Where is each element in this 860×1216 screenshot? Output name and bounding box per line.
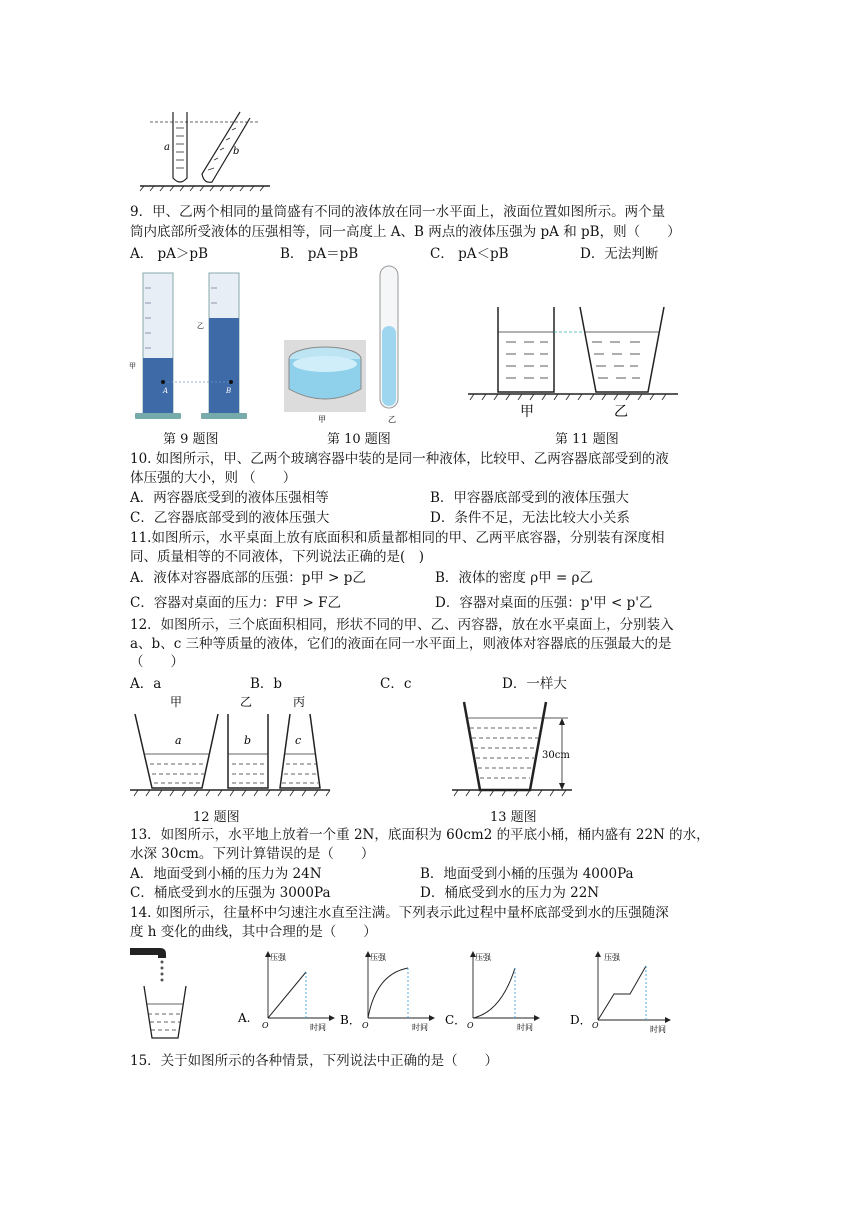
fig9-jia-label: 甲 (129, 362, 136, 370)
fig11-yi-label: 乙 (614, 404, 628, 420)
fig10-jia-label: 甲 (318, 415, 326, 424)
graph-b-ylabel: 压强 (370, 953, 386, 962)
fig10-containers (282, 264, 412, 424)
q12-stem-line2: a、b、c 三种等质量的液体，它们的液面在同一水平面上，则液体对容器底的压强最大的是 (130, 636, 672, 652)
liquid-a-label: a (175, 734, 182, 747)
fig9-caption: 第 9 题图 (163, 432, 219, 447)
q9-stem-line1: 9．甲、乙两个相同的量筒盛有不同的液体放在同一水平面上，液面位置如图所示。两个量 (130, 204, 666, 220)
q10-stem-line2: 体压强的大小，则 （ ） (130, 470, 297, 486)
graph-d-ylabel: 压强 (604, 953, 620, 962)
point-a-label: A (163, 387, 169, 395)
graph-c-letter: C． (445, 1013, 467, 1027)
q15-stem-line1: 15．关于如图所示的各种情景，下列说法中正确的是（ ） (130, 1053, 499, 1069)
graph-a-xlabel: 时间 (310, 1023, 326, 1032)
liquid-b-label: b (244, 734, 252, 747)
depth-label: 30cm (542, 750, 570, 761)
liquid-c-label: c (295, 734, 302, 747)
q10-stem-line1: 10. 如图所示，甲、乙两个玻璃容器中装的是同一种液体，比较甲、乙两容器底部受到的液 (130, 451, 669, 467)
graph-d-letter: D． (570, 1013, 592, 1027)
q13-option-c[interactable]: C．桶底受到水的压强为 3000Pa (130, 885, 331, 901)
q13-stem-line1: 13．如图所示，水平地上放着一个重 2N，底面积为 60cm2 的平底小桶，桶内盛有 22N 的水， (130, 827, 710, 843)
fig11-caption: 第 11 题图 (555, 432, 619, 447)
q14-stem-line1: 14. 如图所示，往量杯中匀速注水直至注满。下列表示此过程中量杯底部受到水的压强随深 (130, 905, 669, 921)
q12-option-b[interactable]: B．b (250, 676, 283, 692)
fig13-bucket (452, 698, 592, 800)
q11-option-a[interactable]: A．液体对容器底部的压强：p甲 > p乙 (130, 570, 366, 586)
q12-option-a[interactable]: A．a (130, 676, 162, 692)
fig12-yi-label: 乙 (240, 695, 253, 709)
fig12-caption: 12 题图 (193, 810, 240, 825)
graph-d-xlabel: 时间 (650, 1025, 666, 1034)
fig13-caption: 13 题图 (490, 810, 537, 825)
q10-option-c[interactable]: C．乙容器底部受到的液体压强大 (130, 510, 330, 526)
graph-a-ylabel: 压强 (270, 953, 286, 962)
q9-stem-line2: 筒内底部所受液体的压强相等，同一高度上 A、B 两点的液体压强为 pA 和 pB，则（ ） (130, 224, 681, 240)
q9-option-d[interactable]: D．无法判断 (580, 246, 659, 262)
graph-b[interactable] (338, 948, 438, 1033)
q12-stem-line1: 12．如图所示，三个底面积相同，形状不同的甲、乙、丙容器，放在水平桌面上，分别装入 (130, 617, 674, 633)
fig11-jia-label: 甲 (520, 404, 534, 420)
fig12-bing-label: 丙 (293, 695, 306, 709)
q10-option-a[interactable]: A．两容器底受到的液体压强相等 (130, 490, 329, 506)
graph-d[interactable] (568, 948, 678, 1033)
q12-stem-line3: （ ） (130, 654, 184, 670)
q11-option-d[interactable]: D．容器对桌面的压强：p'甲 < p'乙 (435, 595, 653, 611)
fig12-jia-label: 甲 (170, 695, 183, 709)
q9-option-a[interactable]: A． pA＞pB (130, 246, 208, 262)
q10-option-b[interactable]: B．甲容器底部受到的液体压强大 (430, 490, 629, 506)
q12-option-d[interactable]: D．一样大 (502, 676, 567, 692)
fig10-caption: 第 10 题图 (327, 432, 391, 447)
fig14-faucet-cup (130, 942, 210, 1042)
q11-stem-line2: 同、质量相等的不同液体，下列说法正确的是( ) (130, 549, 425, 565)
graph-a-origin: O (262, 1021, 269, 1030)
graph-a[interactable] (238, 948, 338, 1033)
tube-a-label: a (164, 142, 170, 153)
point-b-label: B (226, 387, 232, 395)
q9-option-b[interactable]: B． pA＝pB (280, 246, 359, 262)
graph-d-origin: O (592, 1021, 599, 1030)
fig9-cylinders (125, 268, 255, 423)
q14-stem-line2: 度 h 变化的曲线，其中合理的是（ ） (130, 924, 377, 940)
q11-option-c[interactable]: C．容器对桌面的压力：F甲 > F乙 (130, 595, 341, 611)
graph-c-origin: O (467, 1021, 474, 1030)
graph-c-xlabel: 时间 (517, 1023, 533, 1032)
q13-option-d[interactable]: D．桶底受到水的压力为 22N (420, 885, 600, 901)
tube-b-label: b (233, 146, 240, 157)
fig10-yi-label: 乙 (388, 415, 396, 424)
graph-b-letter: B． (340, 1013, 361, 1027)
tubes-figure (140, 112, 270, 192)
graph-b-origin: O (362, 1021, 369, 1030)
q13-option-b[interactable]: B．地面受到小桶的压强为 4000Pa (420, 866, 634, 882)
graph-b-xlabel: 时间 (412, 1023, 428, 1032)
fig9-yi-label: 乙 (197, 322, 204, 330)
q11-option-b[interactable]: B．液体的密度 ρ甲 = ρ乙 (435, 570, 593, 586)
graph-c[interactable] (443, 948, 543, 1033)
q11-stem-line1: 11.如图所示，水平桌面上放有底面积和质量都相同的甲、乙两平底容器，分别装有深度相 (130, 530, 665, 546)
fig11-containers (468, 302, 678, 422)
q9-option-c[interactable]: C． pA＜pB (430, 246, 509, 262)
q13-stem-line2: 水深 30cm。下列计算错误的是（ ） (130, 846, 375, 862)
q13-option-a[interactable]: A．地面受到小桶的压力为 24N (130, 866, 322, 882)
fig12-containers (130, 692, 330, 802)
graph-c-ylabel: 压强 (475, 953, 491, 962)
q10-option-d[interactable]: D．条件不足，无法比较大小关系 (430, 510, 630, 526)
graph-a-letter: A. (238, 1011, 251, 1025)
q12-option-c[interactable]: C．c (380, 676, 412, 692)
